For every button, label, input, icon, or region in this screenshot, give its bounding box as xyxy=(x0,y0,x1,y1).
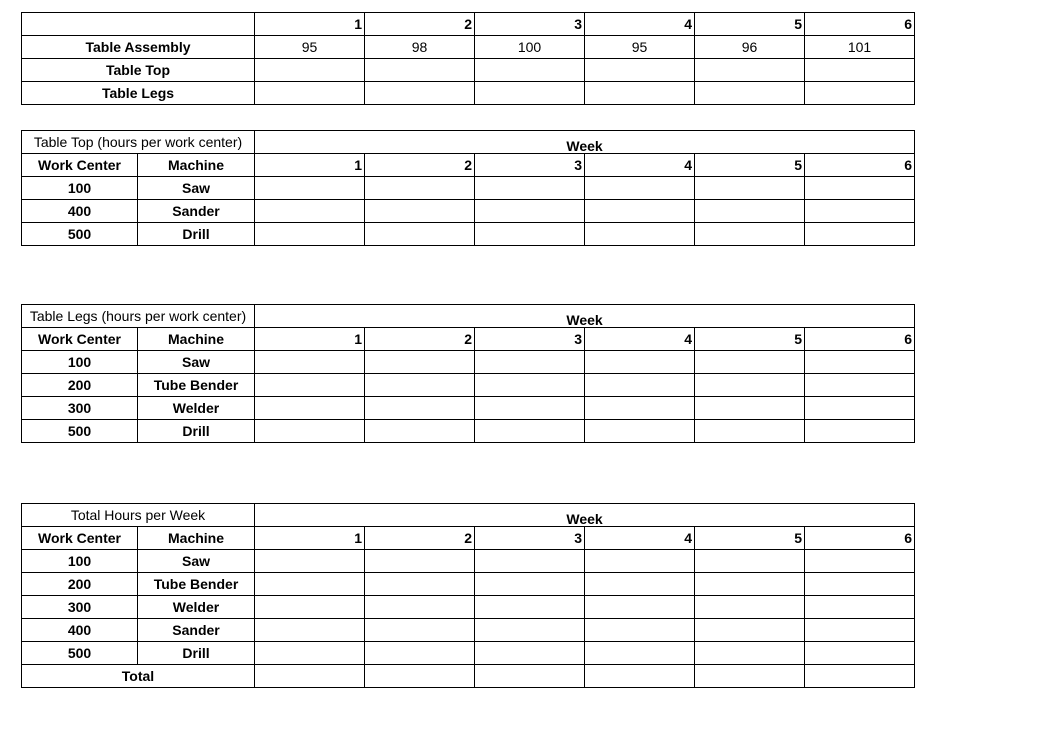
data-cell[interactable] xyxy=(255,550,365,573)
data-cell[interactable] xyxy=(805,420,915,443)
data-cell[interactable] xyxy=(805,573,915,596)
data-cell[interactable] xyxy=(365,619,475,642)
column-header-row xyxy=(22,154,915,177)
data-cell[interactable] xyxy=(365,642,475,665)
machine-cell[interactable]: Drill xyxy=(138,223,255,246)
week-header-cell[interactable]: 6 xyxy=(805,527,915,550)
week-header-cell[interactable]: 3 xyxy=(475,527,585,550)
data-cell[interactable] xyxy=(365,550,475,573)
week-header-cell[interactable]: 6 xyxy=(805,328,915,351)
table-row xyxy=(22,177,915,200)
table-row xyxy=(22,573,915,596)
week-header-cell[interactable]: 2 xyxy=(365,527,475,550)
data-cell[interactable] xyxy=(805,82,915,105)
machine-cell[interactable]: Saw xyxy=(138,550,255,573)
row-label-table-legs[interactable]: Table Legs xyxy=(22,82,255,105)
machine-cell[interactable]: Welder xyxy=(138,596,255,619)
machine-cell[interactable]: Saw xyxy=(138,351,255,374)
table-row xyxy=(22,596,915,619)
work-center-cell[interactable]: 100 xyxy=(22,177,138,200)
week-header-cell[interactable]: 4 xyxy=(585,13,695,36)
data-cell[interactable] xyxy=(585,351,695,374)
machine-cell[interactable]: Welder xyxy=(138,397,255,420)
work-center-header[interactable]: Work Center xyxy=(22,527,138,550)
section-title[interactable]: Total Hours per Week xyxy=(22,504,255,527)
total-row xyxy=(22,665,915,688)
work-center-cell[interactable]: 500 xyxy=(22,420,138,443)
data-cell[interactable] xyxy=(805,200,915,223)
machine-cell[interactable]: Sander xyxy=(138,200,255,223)
data-cell[interactable] xyxy=(255,642,365,665)
table-row xyxy=(22,351,915,374)
data-cell[interactable] xyxy=(805,374,915,397)
week-header-cell[interactable]: 2 xyxy=(365,154,475,177)
machine-cell[interactable]: Tube Bender xyxy=(138,374,255,397)
data-cell[interactable] xyxy=(695,351,805,374)
data-cell[interactable] xyxy=(475,550,585,573)
data-cell[interactable] xyxy=(695,82,805,105)
data-cell[interactable] xyxy=(695,397,805,420)
table-row xyxy=(22,619,915,642)
data-cell[interactable] xyxy=(585,177,695,200)
week-header-cell[interactable]: 1 xyxy=(255,527,365,550)
week-label[interactable]: Week xyxy=(255,131,915,154)
data-cell[interactable] xyxy=(695,223,805,246)
data-cell[interactable] xyxy=(695,619,805,642)
data-cell[interactable] xyxy=(255,573,365,596)
table-row xyxy=(22,374,915,397)
week-header-cell[interactable]: 6 xyxy=(805,154,915,177)
machine-cell[interactable]: Drill xyxy=(138,642,255,665)
data-cell[interactable] xyxy=(475,619,585,642)
table-top-hours-table xyxy=(21,130,915,246)
data-cell[interactable] xyxy=(255,374,365,397)
data-cell[interactable] xyxy=(255,665,365,688)
machine-cell[interactable]: Saw xyxy=(138,177,255,200)
data-cell[interactable] xyxy=(365,200,475,223)
data-cell[interactable] xyxy=(695,596,805,619)
data-cell[interactable] xyxy=(255,596,365,619)
data-cell[interactable] xyxy=(695,665,805,688)
corner-cell[interactable] xyxy=(22,13,255,36)
data-cell[interactable] xyxy=(585,223,695,246)
data-cell[interactable] xyxy=(585,200,695,223)
week-header-cell[interactable]: 1 xyxy=(255,154,365,177)
section-title[interactable]: Table Top (hours per work center) xyxy=(22,131,255,154)
work-center-cell[interactable]: 200 xyxy=(22,573,138,596)
work-center-cell[interactable]: 400 xyxy=(22,619,138,642)
data-cell[interactable] xyxy=(365,596,475,619)
data-cell[interactable] xyxy=(695,200,805,223)
table-row xyxy=(22,59,915,82)
master-schedule-table xyxy=(21,12,915,105)
data-cell[interactable]: 100 xyxy=(475,36,585,59)
week-header-cell[interactable]: 4 xyxy=(585,154,695,177)
table-row xyxy=(22,642,915,665)
data-cell[interactable] xyxy=(365,177,475,200)
data-cell[interactable] xyxy=(695,177,805,200)
data-cell[interactable] xyxy=(365,82,475,105)
table-row xyxy=(22,82,915,105)
table-row xyxy=(22,397,915,420)
data-cell[interactable] xyxy=(365,223,475,246)
data-cell[interactable] xyxy=(365,665,475,688)
data-cell[interactable]: 98 xyxy=(365,36,475,59)
row-label-table-top[interactable]: Table Top xyxy=(22,59,255,82)
data-cell[interactable] xyxy=(255,200,365,223)
data-cell[interactable] xyxy=(255,420,365,443)
week-header-cell[interactable]: 3 xyxy=(475,154,585,177)
data-cell[interactable] xyxy=(255,82,365,105)
week-label[interactable]: Week xyxy=(255,305,915,328)
data-cell[interactable] xyxy=(255,177,365,200)
week-header-cell[interactable]: 5 xyxy=(695,328,805,351)
work-center-cell[interactable]: 500 xyxy=(22,223,138,246)
data-cell[interactable] xyxy=(805,223,915,246)
data-cell[interactable] xyxy=(475,351,585,374)
data-cell[interactable] xyxy=(695,374,805,397)
table-row xyxy=(22,223,915,246)
week-header-row xyxy=(22,13,915,36)
data-cell[interactable] xyxy=(475,59,585,82)
machine-cell[interactable]: Sander xyxy=(138,619,255,642)
work-center-cell[interactable]: 100 xyxy=(22,550,138,573)
machine-header[interactable]: Machine xyxy=(138,154,255,177)
section-header-row xyxy=(22,305,915,328)
data-cell[interactable] xyxy=(475,397,585,420)
data-cell[interactable] xyxy=(475,642,585,665)
data-cell[interactable]: 95 xyxy=(585,36,695,59)
data-cell[interactable] xyxy=(585,596,695,619)
data-cell[interactable] xyxy=(805,550,915,573)
week-header-cell[interactable]: 5 xyxy=(695,13,805,36)
data-cell[interactable] xyxy=(365,59,475,82)
week-header-cell[interactable]: 4 xyxy=(585,328,695,351)
data-cell[interactable] xyxy=(585,82,695,105)
data-cell[interactable] xyxy=(695,642,805,665)
data-cell[interactable] xyxy=(475,177,585,200)
data-cell[interactable] xyxy=(475,665,585,688)
section-header-row xyxy=(22,131,915,154)
row-label-table-assembly[interactable]: Table Assembly xyxy=(22,36,255,59)
week-header-cell[interactable]: 5 xyxy=(695,154,805,177)
work-center-cell[interactable]: 300 xyxy=(22,397,138,420)
section-header-row xyxy=(22,504,915,527)
data-cell[interactable] xyxy=(805,665,915,688)
data-cell[interactable] xyxy=(585,573,695,596)
data-cell[interactable] xyxy=(805,642,915,665)
data-cell[interactable] xyxy=(475,420,585,443)
week-header-cell[interactable]: 2 xyxy=(365,13,475,36)
data-cell[interactable] xyxy=(805,397,915,420)
data-cell[interactable] xyxy=(805,596,915,619)
data-cell[interactable] xyxy=(695,420,805,443)
data-cell[interactable] xyxy=(475,573,585,596)
data-cell[interactable] xyxy=(255,59,365,82)
table-row xyxy=(22,36,915,59)
data-cell[interactable]: 101 xyxy=(805,36,915,59)
week-header-cell[interactable]: 4 xyxy=(585,527,695,550)
data-cell[interactable] xyxy=(585,642,695,665)
week-label[interactable]: Week xyxy=(255,504,915,527)
data-cell[interactable] xyxy=(585,374,695,397)
data-cell[interactable] xyxy=(255,223,365,246)
data-cell[interactable] xyxy=(585,665,695,688)
data-cell[interactable] xyxy=(805,619,915,642)
machine-cell[interactable]: Drill xyxy=(138,420,255,443)
section-title[interactable]: Table Legs (hours per work center) xyxy=(22,305,255,328)
week-header-cell[interactable]: 3 xyxy=(475,328,585,351)
work-center-header[interactable]: Work Center xyxy=(22,154,138,177)
work-center-cell[interactable]: 100 xyxy=(22,351,138,374)
total-hours-table xyxy=(21,503,915,688)
table-row xyxy=(22,550,915,573)
data-cell[interactable] xyxy=(585,59,695,82)
data-cell[interactable] xyxy=(695,573,805,596)
work-center-cell[interactable]: 200 xyxy=(22,374,138,397)
data-cell[interactable] xyxy=(475,200,585,223)
data-cell[interactable] xyxy=(365,397,475,420)
data-cell[interactable] xyxy=(805,351,915,374)
column-header-row xyxy=(22,527,915,550)
data-cell[interactable] xyxy=(475,596,585,619)
data-cell[interactable] xyxy=(585,550,695,573)
data-cell[interactable]: 96 xyxy=(695,36,805,59)
column-header-row xyxy=(22,328,915,351)
week-header-cell[interactable]: 6 xyxy=(805,13,915,36)
data-cell[interactable] xyxy=(365,420,475,443)
data-cell[interactable] xyxy=(475,82,585,105)
data-cell[interactable] xyxy=(585,397,695,420)
data-cell[interactable] xyxy=(365,573,475,596)
total-label[interactable]: Total xyxy=(22,665,255,688)
table-row xyxy=(22,420,915,443)
week-header-cell[interactable]: 2 xyxy=(365,328,475,351)
data-cell[interactable] xyxy=(805,177,915,200)
work-center-header[interactable]: Work Center xyxy=(22,328,138,351)
data-cell[interactable] xyxy=(255,619,365,642)
data-cell[interactable] xyxy=(805,59,915,82)
week-header-cell[interactable]: 1 xyxy=(255,13,365,36)
data-cell[interactable] xyxy=(475,374,585,397)
table-legs-hours-table xyxy=(21,304,915,443)
work-center-cell[interactable]: 300 xyxy=(22,596,138,619)
machine-header[interactable]: Machine xyxy=(138,527,255,550)
data-cell[interactable] xyxy=(365,351,475,374)
data-cell[interactable] xyxy=(255,397,365,420)
data-cell[interactable] xyxy=(585,420,695,443)
data-cell[interactable] xyxy=(475,223,585,246)
machine-cell[interactable]: Tube Bender xyxy=(138,573,255,596)
data-cell[interactable] xyxy=(255,351,365,374)
table-row xyxy=(22,200,915,223)
data-cell[interactable] xyxy=(695,59,805,82)
week-header-cell[interactable]: 3 xyxy=(475,13,585,36)
week-header-cell[interactable]: 5 xyxy=(695,527,805,550)
work-center-cell[interactable]: 500 xyxy=(22,642,138,665)
data-cell[interactable] xyxy=(585,619,695,642)
machine-header[interactable]: Machine xyxy=(138,328,255,351)
data-cell[interactable] xyxy=(365,374,475,397)
data-cell[interactable]: 95 xyxy=(255,36,365,59)
work-center-cell[interactable]: 400 xyxy=(22,200,138,223)
week-header-cell[interactable]: 1 xyxy=(255,328,365,351)
data-cell[interactable] xyxy=(695,550,805,573)
